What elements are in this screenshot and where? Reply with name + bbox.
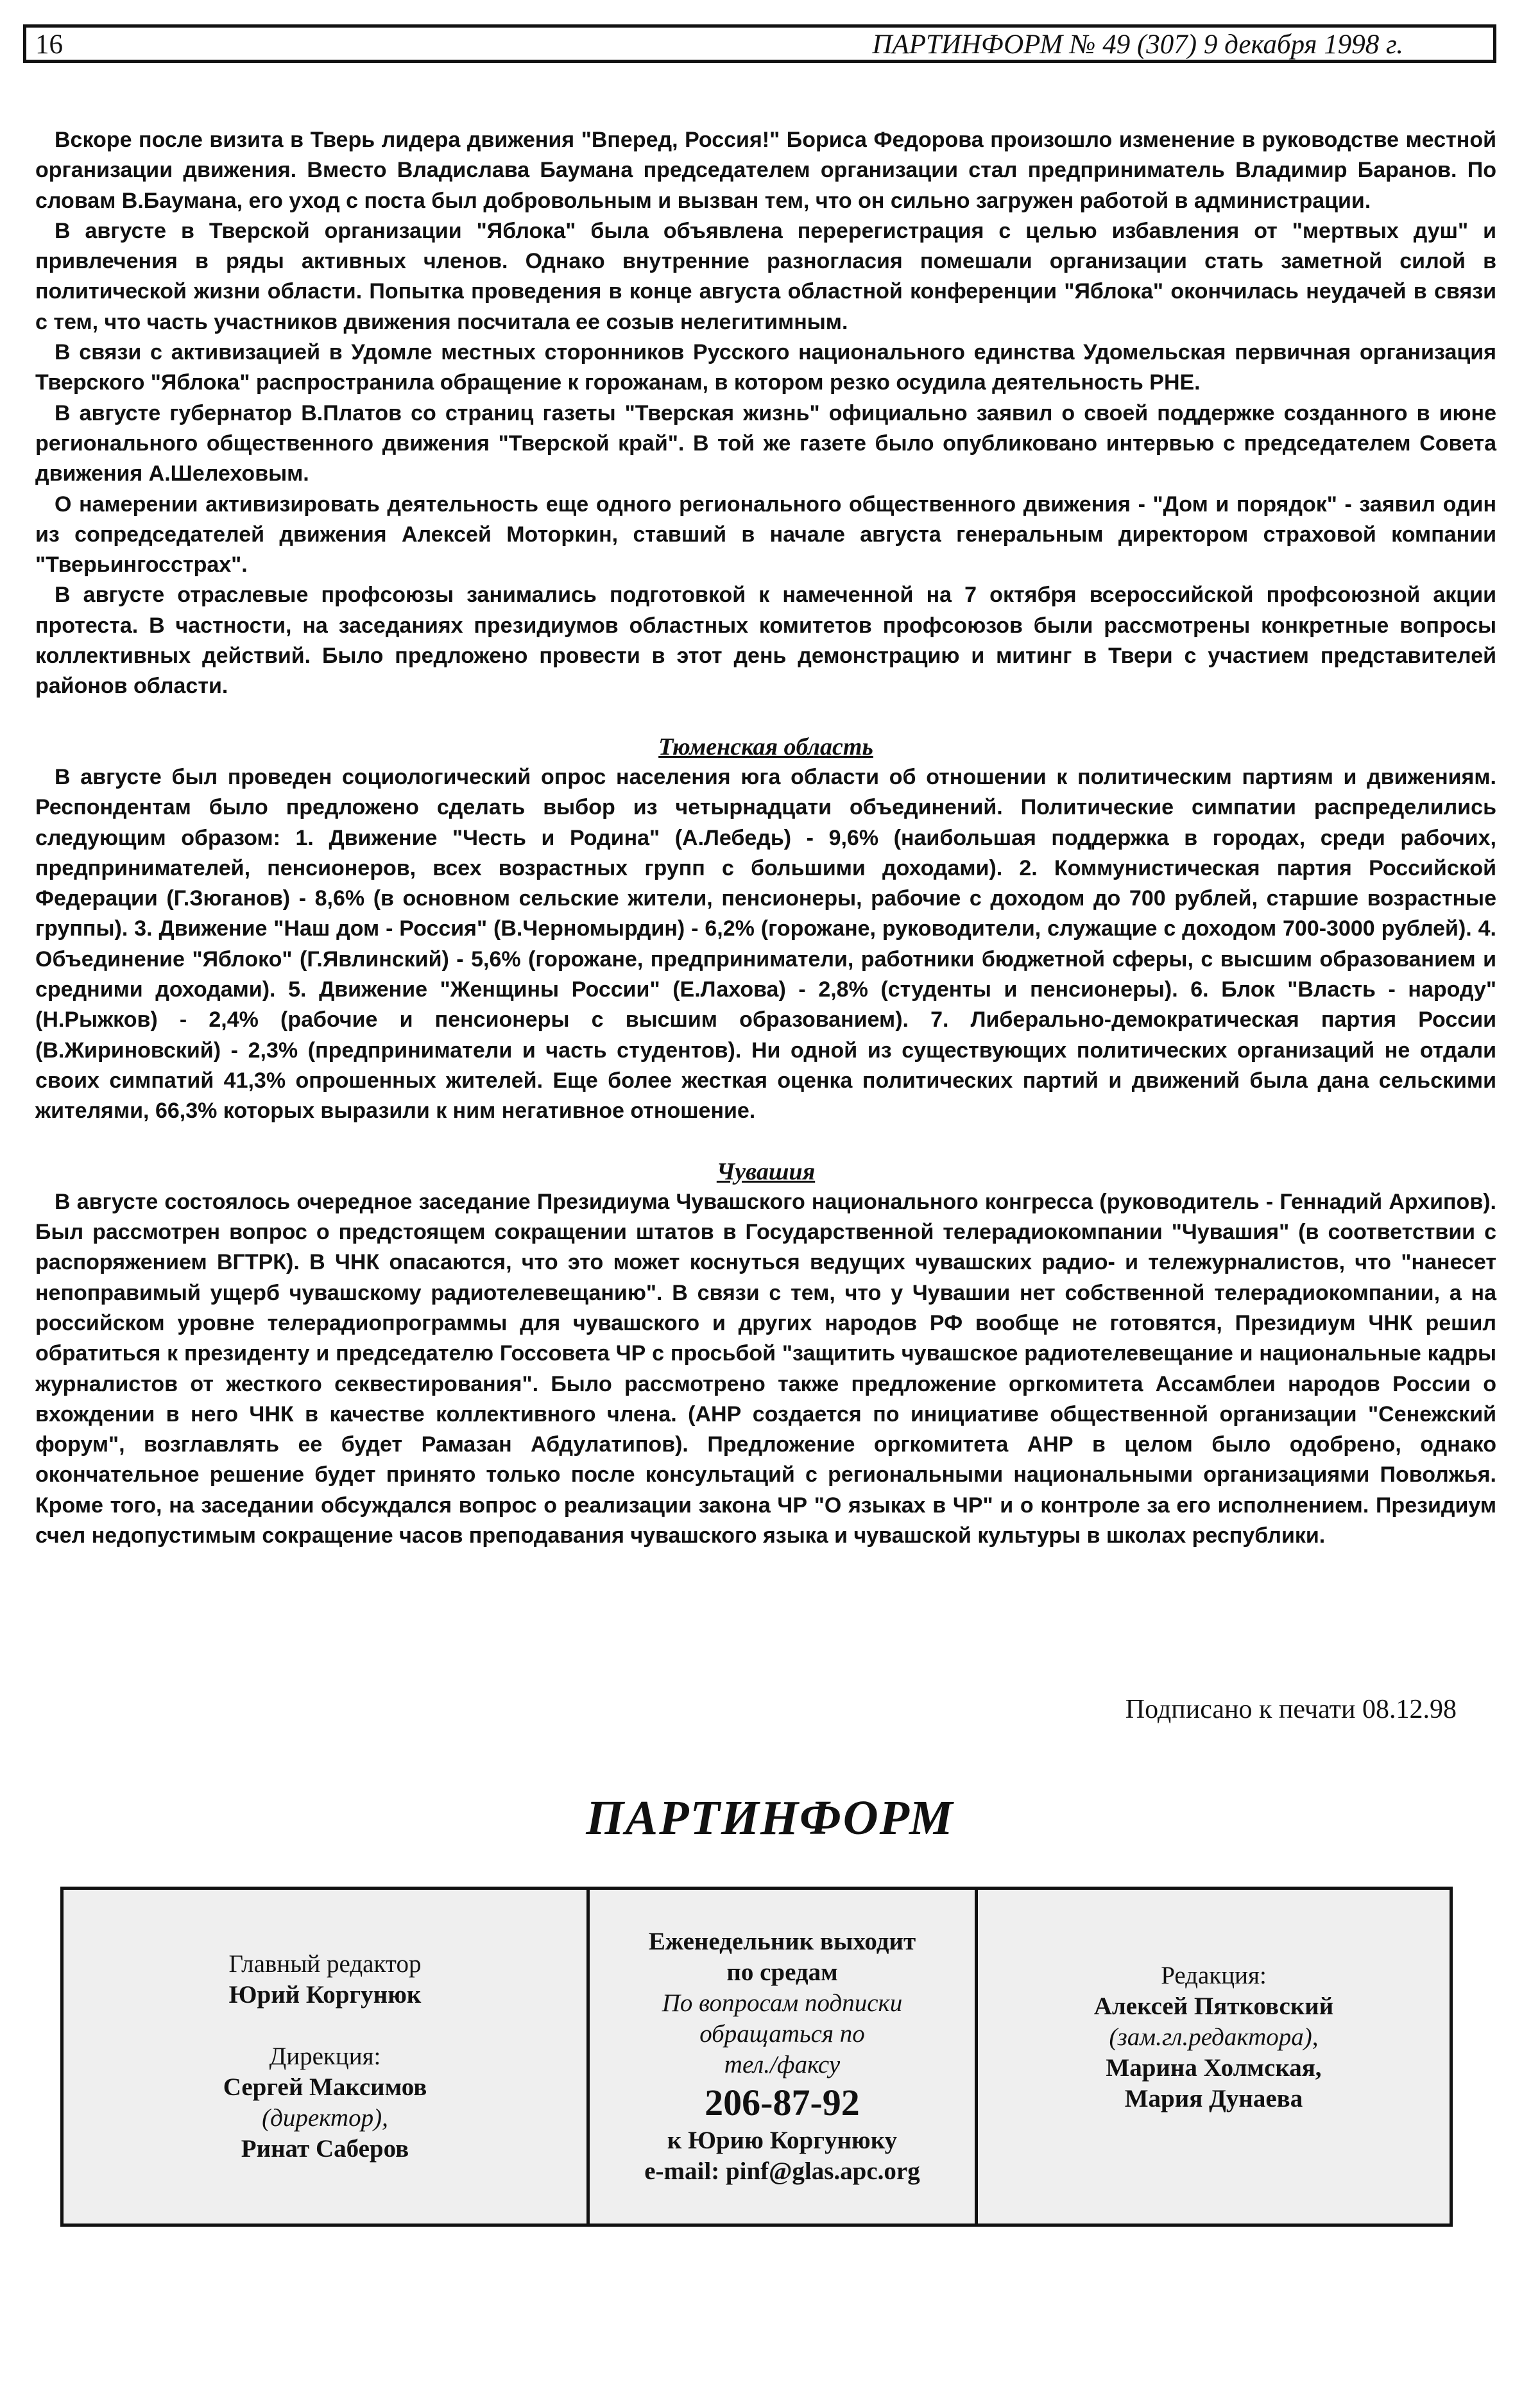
editor-name: Юрий Коргунюк <box>228 1981 422 2009</box>
director-name: Сергей Максимов <box>223 2073 427 2101</box>
subscription-note-2: обращаться по <box>699 2020 865 2048</box>
article-body <box>35 125 1496 1551</box>
phone-number: 206-87-92 <box>705 2082 860 2123</box>
weekly-note: Еженедельник выходит <box>648 1928 916 1955</box>
section-heading-chuvashia: Чувашия <box>716 1158 816 1185</box>
imprint-middle <box>590 1890 978 2223</box>
editorial-role-1: (зам.гл.редактора), <box>1109 2023 1319 2051</box>
paragraph: Вскоре после визита в Тверь лидера движения "Вперед, Россия!" Бориса Федорова произошло изменение в руководстве местной организации движения. Вместо Владислава Баумана председателем организации стал предприниматель Владимир Баранов. По словам В.Баумана, его уход с поста был добровольным и вызван тем, что он сильно загружен работой в администрации. <box>35 128 1496 213</box>
editorial-label: Редакция: <box>1161 1962 1267 1989</box>
paragraph: В связи с активизацией в Удомле местных сторонников Русского национального единства Удомельская первичная организация Тверского "Яблока" распространила обращение к горожанам, в котором резко осудила деятельность РНЕ. <box>35 340 1496 395</box>
weekly-day: по средам <box>726 1958 838 1986</box>
imprint-box <box>60 1887 1453 2227</box>
second-director-name: Ринат Саберов <box>241 2135 409 2163</box>
director-role: (директор), <box>262 2104 388 2132</box>
imprint-left <box>64 1890 590 2223</box>
section-heading-tyumen: Тюменская область <box>658 733 873 760</box>
editorial-name-3: Мария Дунаева <box>1124 2085 1303 2112</box>
editorial-name-2: Марина Холмская, <box>1106 2054 1322 2082</box>
signed-for-print: Подписано к печати 08.12.98 <box>1125 1695 1457 1724</box>
editor-label: Главный редактор <box>228 1950 422 1978</box>
page-header <box>23 24 1496 63</box>
editorial-name-1: Алексей Пятковский <box>1093 1992 1334 2020</box>
directorate-label: Дирекция: <box>269 2043 381 2070</box>
paragraph: В августе в Тверской организации "Яблока" была объявлена перерегистрация с целью избавления от "мертвых душ" и привлечения в ряды активных членов. Однако внутренние разногласия помешали организации стать заметной силой в политической жизни области. Попытка проведения в конце августа областной конференции "Яблока" окончилась неудачей в связи с тем, что часть участников движения посчитала ее созыв нелегитимным. <box>35 218 1496 334</box>
email: e-mail: pinf@glas.apc.org <box>644 2157 920 2185</box>
issue-title: ПАРТИНФОРМ № 49 (307) 9 декабря 1998 г. <box>872 30 1403 60</box>
imprint-right <box>978 1890 1450 2223</box>
paragraph: О намерении активизировать деятельность еще одного регионального общественного движения - "Дом и порядок" - заявил один из сопредседателей движения Алексей Моторкин, ставший в начале августа генеральным директором страховой компании "Тверьингосстрах". <box>35 492 1496 578</box>
contact-person: к Юрию Коргунюку <box>667 2127 898 2154</box>
page-number: 16 <box>35 30 63 60</box>
paragraph: В августе был проведен социологический опрос населения юга области об отношении к политическим партиям и движениям. Респондентам было предложено сделать выбор из четырнадцати объединений. Политические симпатии распределились следующим образом: 1. Движение "Честь и Родина" (А.Лебедь) - 9,6% (наибольшая поддержка в городах, среди рабочих, предпринимателей, пенсионеров, всех возрастных групп с большими доходами). 2. Коммунистическая партия Российской Федерации (Г.Зюганов) - 8,6% (в основном сельские жители, пенсионеры, рабочие с доходом до 700 рублей, старшие возрастные группы). 3. Движение "Наш дом - Россия" (В.Черномырдин) - 6,2% (горожане, руководители, служащие с доходом 700-3000 рублей). 4. Объединение "Яблоко" (Г.Явлинский) - 5,6% (горожане, предприниматели, работники бюджетной сферы, с высшим образованием и средними доходами). 5. Движение "Женщины России" (Е.Лахова) - 2,8% (студенты и пенсионеры). 6. Блок "Власть - народу" (Н.Рыжков) - 2,4% (рабочие и пенсионеры с высшим образованием). 7. Либерально-демократическая партия России (В.Жириновский) - 2,3% (предприниматели и часть студентов). Ни одной из существующих политических организаций не отдали своих симпатий 41,3% опрошенных жителей. Еще более жесткая оценка политических партий и движений была дана сельскими жителями, 66,3% которых выразили к ним негативное отношение. <box>35 764 1496 1124</box>
subscription-note: По вопросам подписки <box>662 1989 903 2017</box>
paragraph: В августе состоялось очередное заседание Президиума Чувашского национального конгресса (руководитель - Геннадий Архипов). Был рассмотрен вопрос о предстоящем сокращении штатов в Государственной телерадиокомпании "Чувашия" (в соответствии с распоряжением ВГТРК). В ЧНК опасаются, что это может коснуться ведущих чувашских радио- и тележурналистов, что "нанесет непоправимый ущерб чувашскому радиотелевещанию". В связи с тем, что у Чувашии нет собственной телерадиокомпании, а на российском уровне телерадиопрограммы для чувашского и других народов РФ вообще не готовятся, Президиум ЧНК решил обратиться к президенту и председателю Госсовета ЧР с просьбой "защитить чувашское радиотелевещание и национальные кадры журналистов от жесткого секвестирования". Было рассмотрено также предложение оргкомитета Ассамблеи народов России о вхождении в него ЧНК в качестве коллективного члена. (АНР создается по инициативе общественной организации "Сенежский форум", возглавлять ее будет Рамазан Абдулатипов). Предложение оргкомитета АНР в целом было одобрено, однако окончательное решение будет принято только после консультаций с региональными национальными организациями Поволжья. Кроме того, на заседании обсуждался вопрос о реализации закона ЧР "О языках в ЧР" и о контроле за его исполнением. Президиум счел недопустимым сокращение часов преподавания чувашского языка и чувашской культуры в школах республики. <box>35 1189 1496 1548</box>
subscription-note-3: тел./факсу <box>724 2051 841 2078</box>
masthead-title: ПАРТИНФОРМ <box>586 1791 954 1845</box>
paragraph: В августе губернатор В.Платов со страниц газеты "Тверская жизнь" официально заявил о своей поддержке созданного в июне регионального общественного движения "Тверской край". В той же газете было опубликовано интервью с председателем Совета движения А.Шелеховым. <box>35 400 1496 486</box>
paragraph: В августе отраслевые профсоюзы занимались подготовкой к намеченной на 7 октября всероссийской профсоюзной акции протеста. В частности, на заседаниях президиумов областных комитетов профсоюзов были рассмотрены конкретные вопросы коллективных действий. Было предложено провести в этот день демонстрацию и митинг в Твери с участием представителей районов области. <box>35 583 1496 699</box>
